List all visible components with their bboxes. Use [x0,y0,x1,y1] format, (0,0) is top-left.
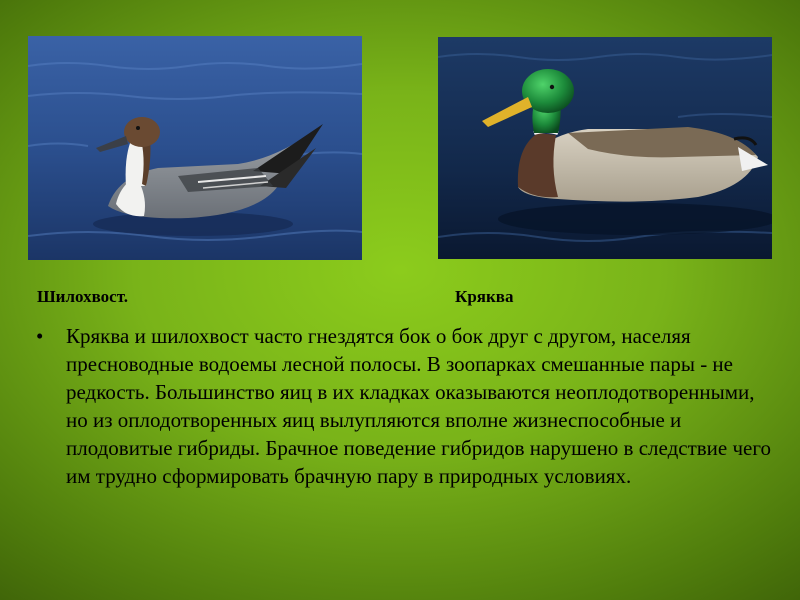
pintail-caption: Шилохвост. [37,287,129,306]
pintail-duck-photo [28,36,362,260]
bullet-item [36,322,776,490]
bullet-dot-icon: • [36,324,44,348]
mallard-caption: Кряква [455,287,514,306]
bullet-text: Кряква и шилохвост часто гнездятся бок о бок друг с другом, населяя пресноводные водоемы лесной полосы. В зоопарках смешанные пары - не редкость. Большинство яиц в их кладках оказываются неоплодотворенными, но из оплодотворенных яиц вылупляются вполне жизнеспособные и плодовитые гибриды. Брачное поведение гибридов нарушено в следствие чего им трудно сформировать брачную пару в природных условиях. [66,324,771,488]
mallard-duck-photo [438,37,772,259]
bullet-list [36,322,776,490]
